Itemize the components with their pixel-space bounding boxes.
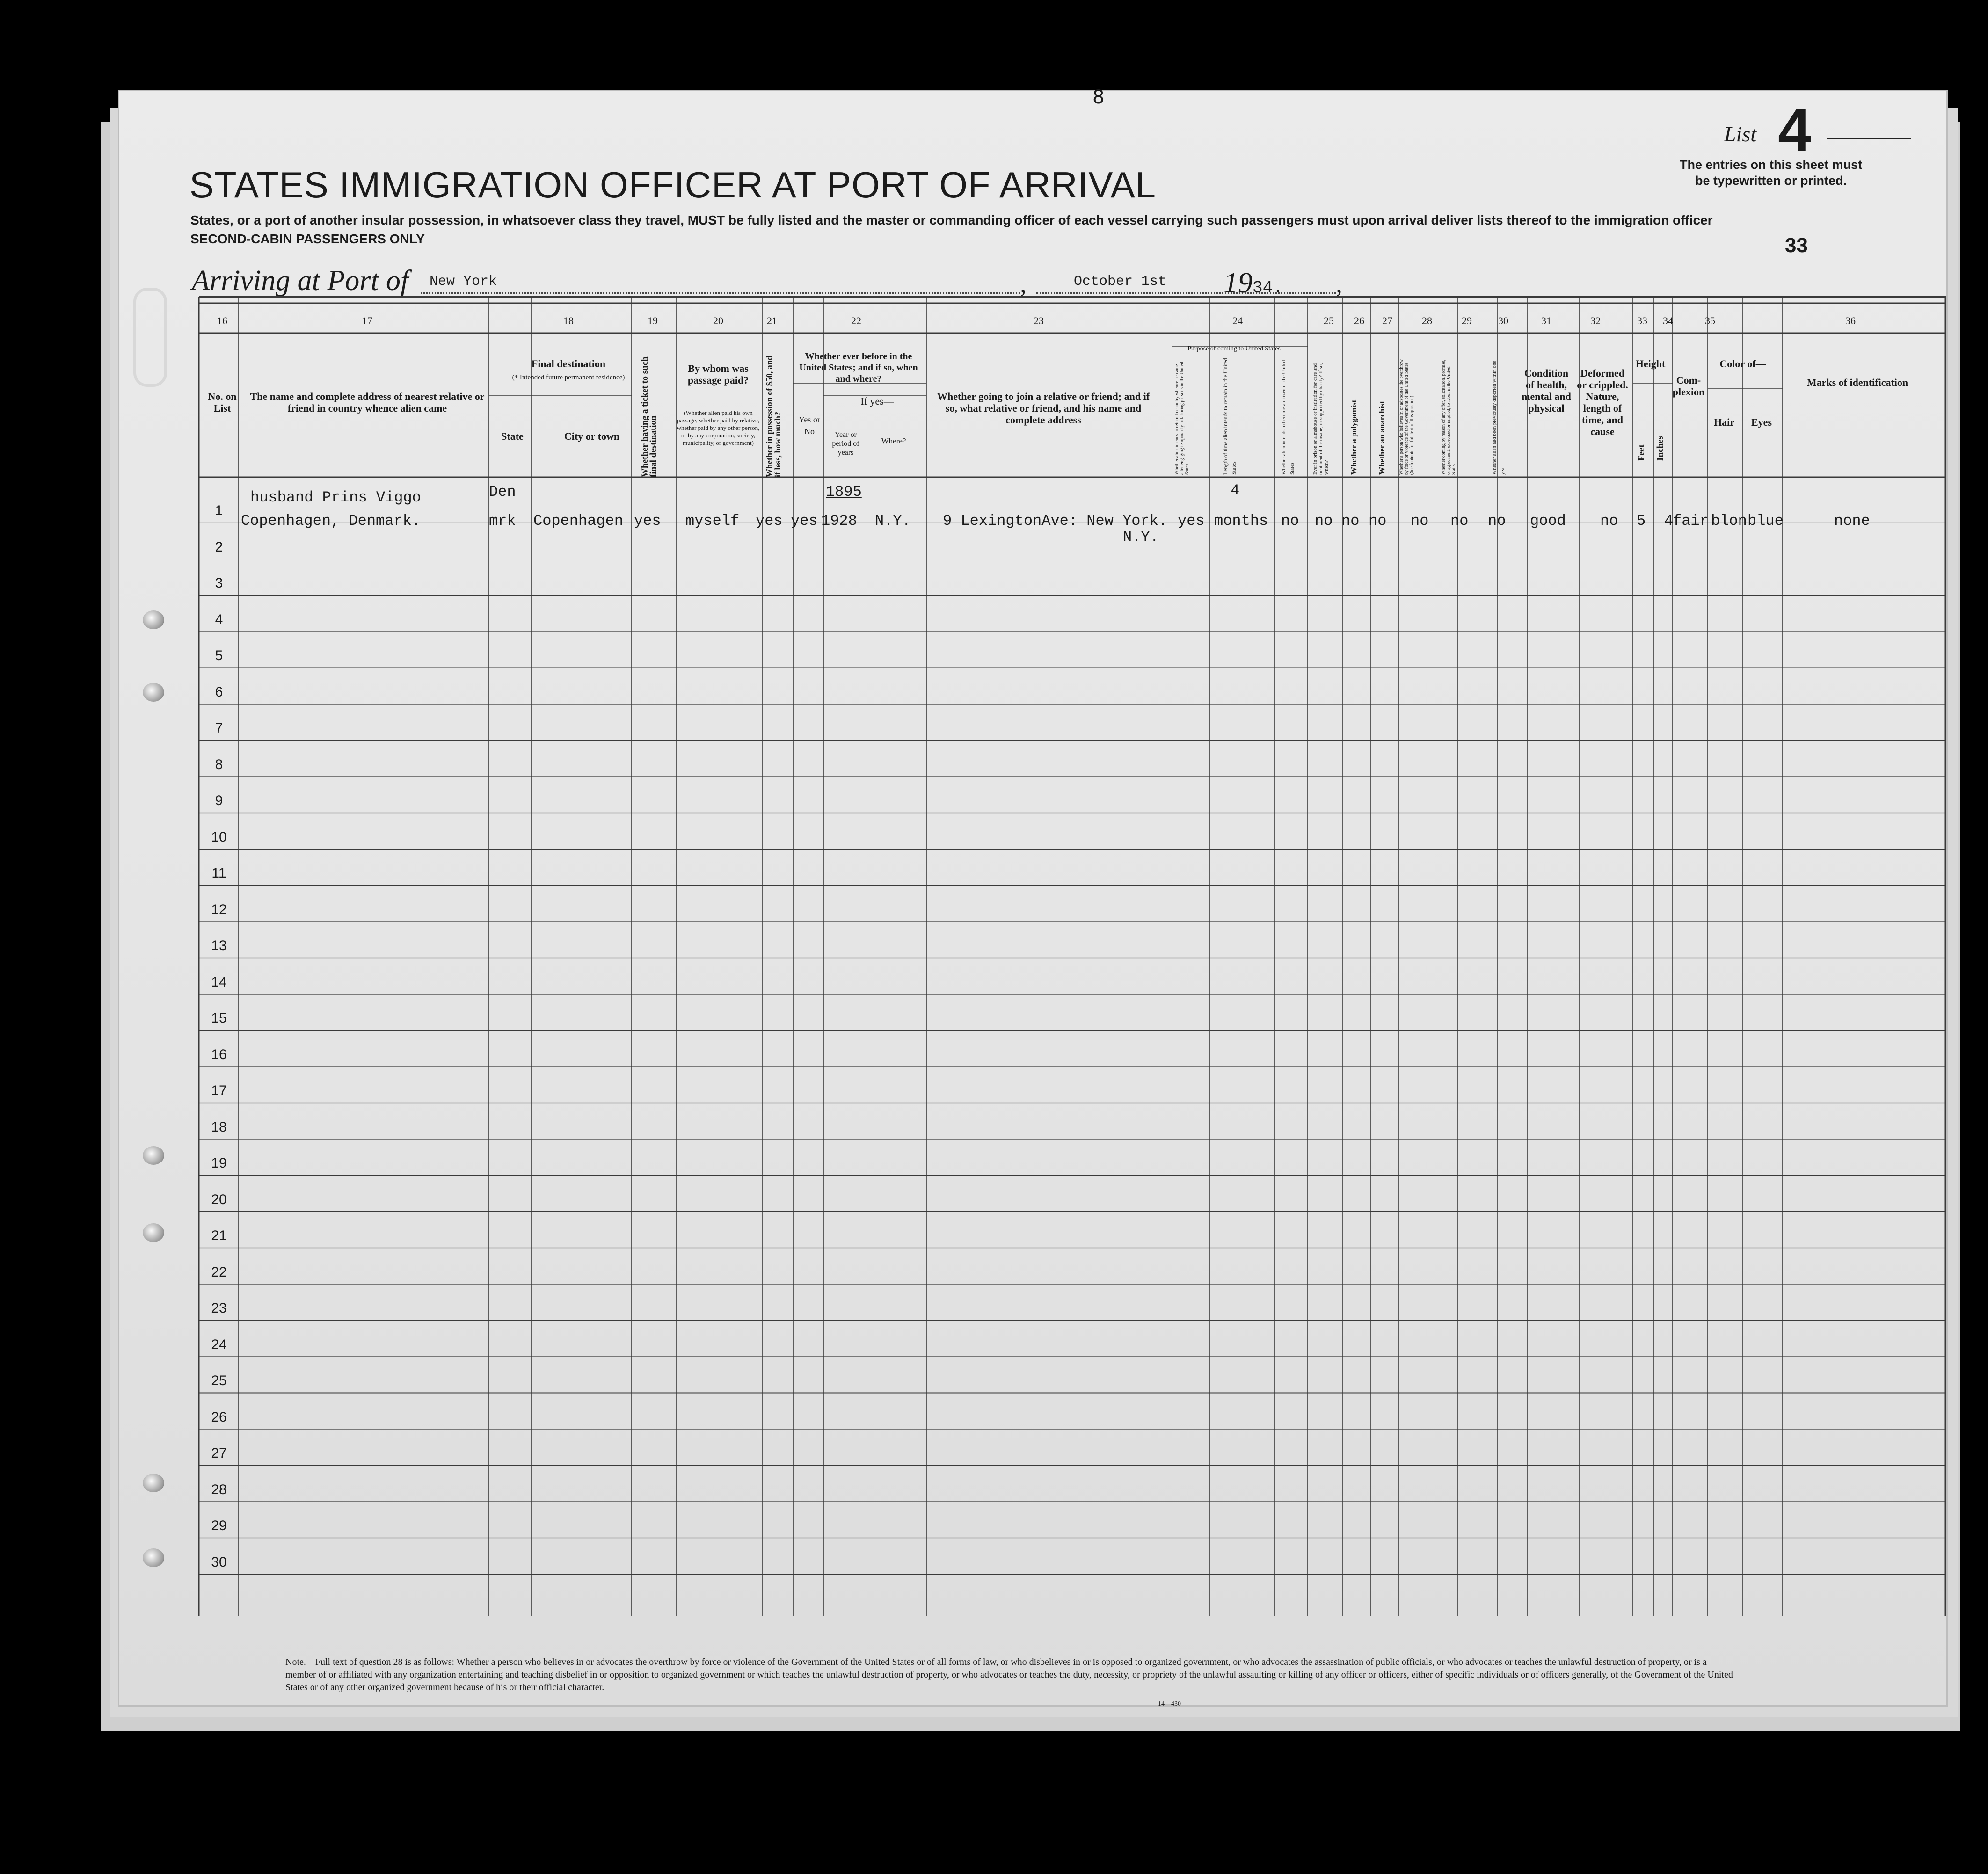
col-header-anarchist: Whether an anarchist bbox=[1377, 400, 1386, 475]
col-header-year: Year or period of years bbox=[832, 431, 859, 457]
entries-note-line1: The entries on this sheet must bbox=[1680, 158, 1863, 172]
col-header-passage: By whom was passage paid? bbox=[687, 363, 749, 386]
row-number: 17 bbox=[211, 1083, 227, 1098]
col-header-eyes: Eyes bbox=[1751, 416, 1772, 428]
instruction-text: States, or a port of another insular possession, in whatsoever class they travel, MUST be fully listed and the master or commanding officer of each vessel carrying such passengers must upon arrival deliver lists thereof to the immigration officer bbox=[190, 213, 1713, 227]
col-num-35: 35 bbox=[1705, 315, 1715, 327]
length-line2: months bbox=[1214, 512, 1268, 530]
col-num-33: 33 bbox=[1637, 315, 1647, 327]
col-header-length: Length of time alien intends to remain in the United States bbox=[1222, 358, 1237, 475]
col-header-state: State bbox=[501, 430, 524, 442]
health-value: good bbox=[1530, 512, 1566, 530]
row-number: 4 bbox=[215, 611, 223, 627]
row-number: 8 bbox=[215, 756, 223, 772]
col-header-purpose-return: Whether alien intends to return to country whence he came after engaging temporarily in laboring pursuits in the United States bbox=[1174, 362, 1190, 475]
row-number: 11 bbox=[211, 865, 226, 881]
before-year-line1: 1895 bbox=[826, 483, 862, 501]
col-header-deformed: Deformed or crippled. Nature, length of time, and cause bbox=[1577, 367, 1628, 437]
col-header-if-yes: If yes— bbox=[860, 395, 894, 407]
ticket-value: yes bbox=[634, 512, 661, 530]
deported-value: no bbox=[1488, 512, 1506, 530]
col-header-yes-no: Yes or No bbox=[799, 415, 820, 436]
col-num-32: 32 bbox=[1590, 315, 1601, 327]
col-header-where: Where? bbox=[881, 436, 906, 445]
row-number: 12 bbox=[211, 901, 227, 917]
page-number: 33 bbox=[1785, 234, 1808, 257]
col-header-overthrow: Whether a person who believes in or advocates the overthrow by force or violence of the Government of the United States (See footnote for full text of this question) bbox=[1399, 359, 1414, 475]
prison-value: no bbox=[1315, 512, 1333, 530]
row-number: 22 bbox=[211, 1264, 227, 1280]
before-yes-no-value: yes bbox=[791, 512, 818, 530]
row-number: 20 bbox=[211, 1191, 227, 1207]
marks-value: none bbox=[1834, 512, 1870, 530]
col-num-31: 31 bbox=[1541, 315, 1551, 327]
col-num-27: 27 bbox=[1382, 315, 1392, 327]
entries-note-line2: be typewritten or printed. bbox=[1695, 174, 1847, 188]
before-where-value: N.Y. bbox=[875, 512, 911, 530]
row-number: 14 bbox=[211, 974, 227, 990]
col-header-marks: Marks of identification bbox=[1806, 377, 1908, 388]
col-header-height: Height bbox=[1635, 358, 1666, 370]
col-header-ticket: Whether having a ticket to such final destination bbox=[640, 356, 658, 477]
anarchist-value: no bbox=[1369, 512, 1387, 530]
comma: , bbox=[1020, 269, 1027, 298]
row-number: 21 bbox=[211, 1228, 227, 1243]
binder-hole bbox=[143, 610, 164, 629]
binder-hole bbox=[143, 1146, 164, 1165]
passage-paid-value: myself bbox=[685, 512, 740, 530]
row-number: 27 bbox=[211, 1445, 227, 1461]
polygamist-value: no bbox=[1341, 512, 1360, 530]
year-suffix: 34. bbox=[1253, 278, 1283, 298]
col-num-16: 16 bbox=[217, 315, 227, 327]
port-value: New York bbox=[430, 274, 497, 290]
binder-hole bbox=[143, 683, 164, 702]
row-number: 29 bbox=[211, 1518, 227, 1533]
col-num-23: 23 bbox=[1034, 315, 1044, 327]
manifest-sheet bbox=[119, 87, 1946, 1707]
row-number: 19 bbox=[211, 1155, 227, 1171]
footnote: Note.—Full text of question 28 is as follows: Whether a person who believes in or advocates the overthrow by force or violence of the Government of the United States or of all forms of law, or who disbelieves in or is opposed to organized government, or who advocates the assassination of public officials, or who advocates or teaches the unlawful destruction of property, or is a member of or affiliated with any organization entertaining and teaching disbelief in or opposition to organized government or which teaches the unlawful destruction of property, or who advocates or teaches the duty, necessity, or propriety of the unlawful assaulting or killing of any officer or officers, either of specific individuals or of officers generally, of the Government of the United States or of any other organized government because of his or their official character. bbox=[285, 1657, 1733, 1692]
citizen-value: no bbox=[1281, 512, 1299, 530]
inches-value: 4 bbox=[1664, 512, 1674, 530]
col-num-19: 19 bbox=[648, 315, 658, 327]
row-number: 6 bbox=[215, 684, 223, 700]
row-number: 25 bbox=[211, 1373, 227, 1388]
binder-string bbox=[133, 288, 167, 387]
col-header-inches: Inches bbox=[1655, 436, 1665, 461]
state-line1: Den bbox=[489, 483, 516, 501]
row-number: 26 bbox=[211, 1409, 227, 1425]
row-number: 2 bbox=[215, 539, 223, 555]
col-header-citizen: Whether alien intends to become a citizen of the United States bbox=[1281, 360, 1295, 475]
has-fifty-value: yes bbox=[756, 512, 783, 530]
col-header-deported: Whether alien had been previously deported within one year bbox=[1492, 360, 1506, 475]
col-header-relative: The name and complete address of nearest relative or friend in country whence alien came bbox=[250, 391, 485, 414]
col-header-purpose: Purpose of coming to United States bbox=[1187, 345, 1281, 352]
row-number: 10 bbox=[211, 829, 227, 845]
col-header-prison: Ever in prison or almshouse or institution for care and treatment of the insane, or supported by charity? If so, which? bbox=[1312, 363, 1329, 475]
before-year-line2: 1928 bbox=[821, 512, 857, 530]
col-header-labor-offer: Whether coming by reason of any offer, solicitation, promise, or agreement, expressed or implied, to labor in the United States bbox=[1441, 359, 1456, 475]
page-title: STATES IMMIGRATION OFFICER AT PORT OF ARRIVAL bbox=[189, 164, 1157, 205]
col-num-24: 24 bbox=[1232, 315, 1243, 327]
list-number: 4 bbox=[1778, 97, 1812, 164]
col-num-22: 22 bbox=[851, 315, 861, 327]
col-header-polygamist: Whether a polygamist bbox=[1349, 399, 1358, 475]
col-header-hair: Hair bbox=[1714, 416, 1734, 428]
row-number: 30 bbox=[211, 1554, 227, 1570]
length-line1: 4 bbox=[1231, 482, 1240, 499]
col-num-17: 17 bbox=[362, 315, 372, 327]
row-number: 13 bbox=[211, 938, 227, 953]
col-num-30: 30 bbox=[1498, 315, 1508, 327]
relative-line2: Copenhagen, Denmark. bbox=[241, 512, 421, 530]
row-number: 18 bbox=[211, 1119, 227, 1135]
binder-hole bbox=[143, 1474, 164, 1492]
feet-value: 5 bbox=[1637, 512, 1646, 530]
date-value: October 1st bbox=[1074, 274, 1167, 290]
city-value: Copenhagen bbox=[533, 512, 624, 530]
joining-line1: 9 LexingtonAve: New York. bbox=[943, 512, 1168, 530]
col-header-city: City or town bbox=[564, 430, 620, 442]
col-num-18: 18 bbox=[563, 315, 574, 327]
col-num-26: 26 bbox=[1354, 315, 1364, 327]
state-line2: mrk bbox=[489, 512, 516, 530]
row-number: 7 bbox=[215, 720, 223, 736]
relative-line1: husband Prins Viggo bbox=[250, 489, 421, 506]
col-header-final-destination-sub: (* Intended future permanent residence) bbox=[512, 374, 625, 381]
col-header-passage-sub: (Whether alien paid his own passage, whether paid by relative, whether paid by any other person, or by any corporation, society, municipality, or government) bbox=[677, 409, 760, 446]
complexion-value: fair bbox=[1673, 512, 1709, 530]
col-header-final-destination: Final destination bbox=[531, 358, 606, 370]
row-number: 1 bbox=[215, 503, 223, 518]
row-number: 23 bbox=[211, 1300, 227, 1316]
deformed-value: no bbox=[1600, 512, 1618, 530]
col-header-ever-before: Whether ever before in the United States; and if so, when and where? bbox=[799, 351, 918, 384]
cabin-class: SECOND-CABIN PASSENGERS ONLY bbox=[190, 232, 425, 246]
pencil-mark: 8 bbox=[1092, 87, 1105, 108]
row-number: 16 bbox=[211, 1046, 227, 1062]
purpose-return-value: yes bbox=[1178, 512, 1205, 530]
year-prefix: 19 bbox=[1223, 267, 1253, 299]
col-num-29: 29 bbox=[1462, 315, 1472, 327]
col-num-28: 28 bbox=[1422, 315, 1432, 327]
labor-offer-value: no bbox=[1450, 512, 1469, 530]
col-num-20: 20 bbox=[713, 315, 723, 327]
row-number: 24 bbox=[211, 1336, 227, 1352]
col-num-34: 34 bbox=[1663, 315, 1673, 327]
col-num-25: 25 bbox=[1324, 315, 1334, 327]
binder-hole bbox=[143, 1223, 164, 1242]
col-num-21: 21 bbox=[767, 315, 777, 327]
eyes-value: blue bbox=[1748, 512, 1784, 530]
col-header-joining: Whether going to join a relative or friend; and if so, what relative or friend, and his name and complete address bbox=[937, 391, 1150, 426]
row-number: 15 bbox=[211, 1010, 227, 1026]
arriving-label: Arriving at Port of bbox=[192, 265, 409, 297]
col-header-fifty-dollars: Whether in possession of $50, and if less, how much? bbox=[765, 356, 782, 477]
col-header-complexion: Com- plexion bbox=[1672, 374, 1705, 398]
binder-hole bbox=[143, 1548, 164, 1567]
joining-line2: N.Y. bbox=[1123, 529, 1159, 546]
col-num-36: 36 bbox=[1845, 315, 1856, 327]
row-number: 5 bbox=[215, 648, 223, 663]
list-label: List bbox=[1724, 122, 1757, 146]
col-header-no-on-list: No. on List bbox=[208, 391, 237, 414]
overthrow-value: no bbox=[1411, 512, 1429, 530]
row-number: 28 bbox=[211, 1482, 227, 1497]
col-header-color: Color of— bbox=[1719, 358, 1766, 370]
col-header-health: Condition of health, mental and physical bbox=[1522, 367, 1571, 414]
row-number: 3 bbox=[215, 575, 223, 591]
row-number: 9 bbox=[215, 793, 223, 808]
form-code: 14—430 bbox=[1158, 1700, 1181, 1707]
col-header-feet: Feet bbox=[1637, 444, 1646, 461]
hair-value: blon bbox=[1711, 512, 1747, 530]
comma: , bbox=[1336, 269, 1342, 298]
